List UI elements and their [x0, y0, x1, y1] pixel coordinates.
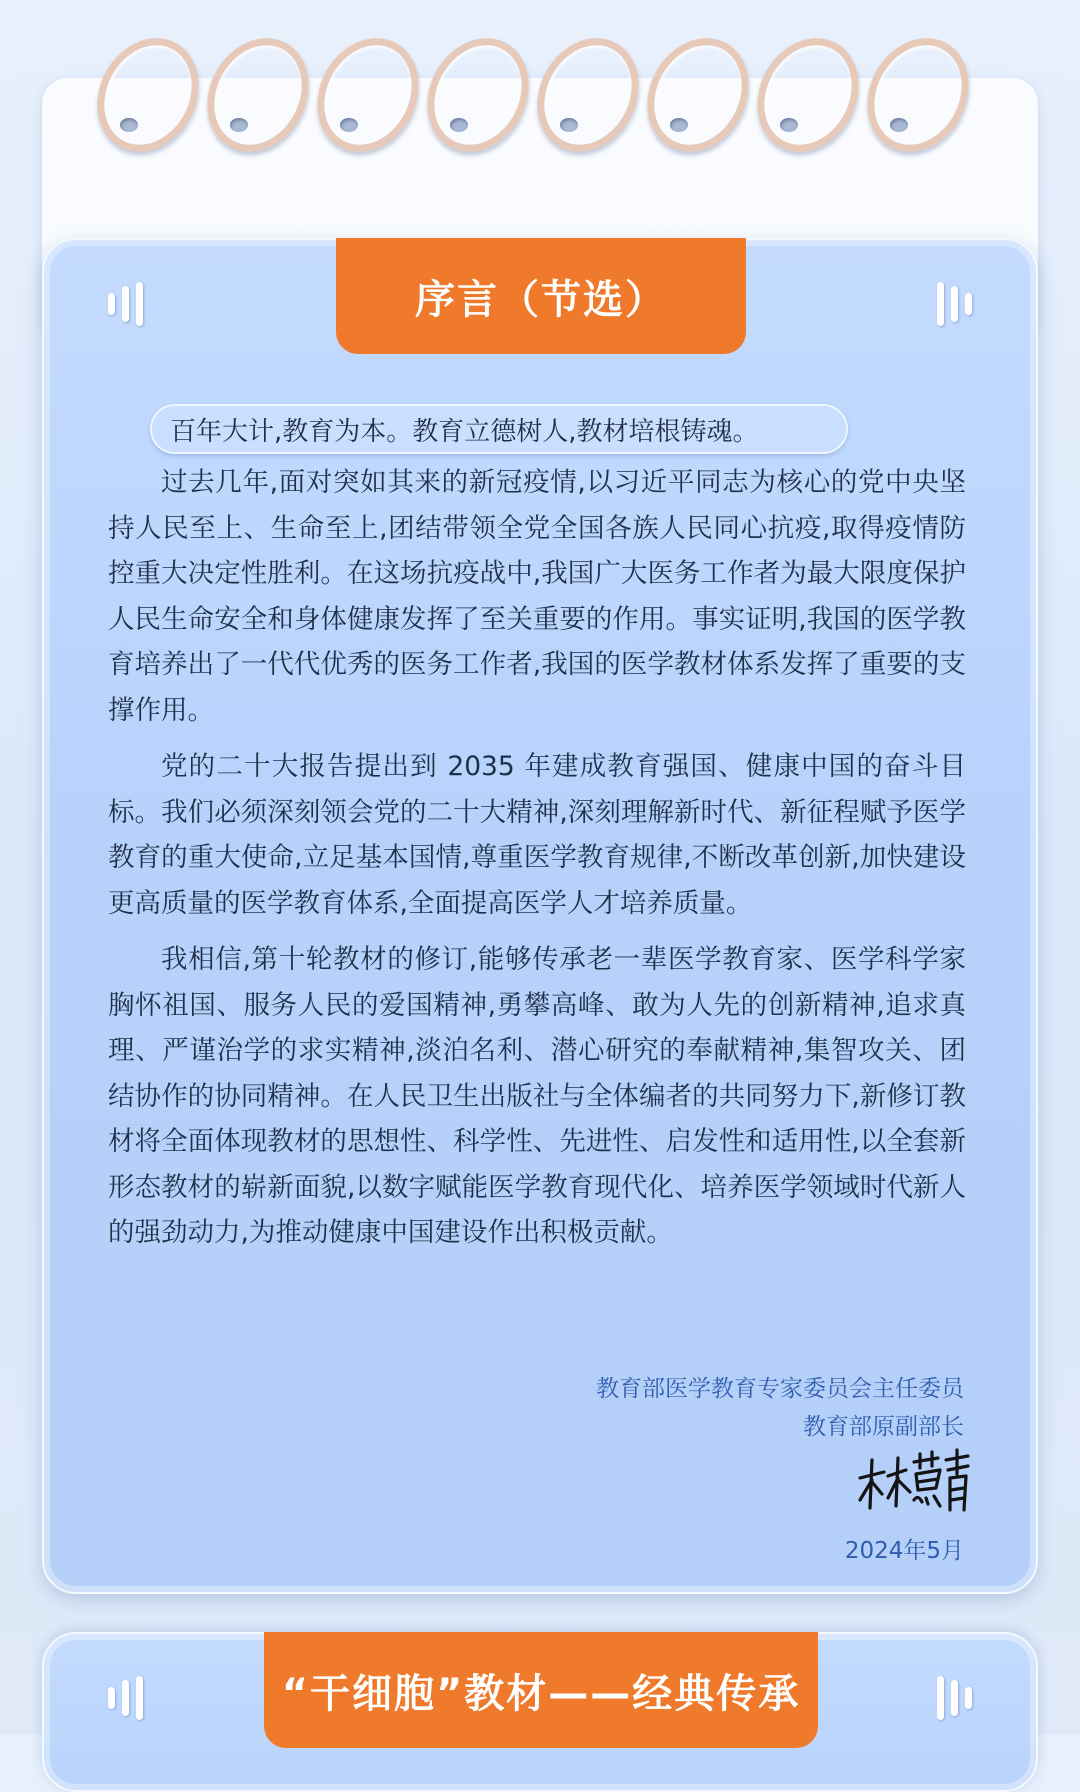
binding-ring	[738, 20, 878, 169]
binding-ring	[78, 20, 218, 169]
binding-ring	[628, 20, 768, 169]
signatory-title: 教育部原副部长	[803, 1414, 964, 1440]
decor-bar	[122, 1680, 129, 1716]
preface-paragraph: 党的二十大报告提出到 2035 年建成教育强国、健康中国的奋斗目标。我们必须深刻领会党的二十大精神,深刻理解新时代、新征程赋予医学教育的重大使命,立足基本国情,尊重医学教育规律,不断改革创新,加快建设更高质量的医学教育体系,全面提高医学人才培养质量。	[108, 751, 966, 919]
decor-bar	[136, 1676, 143, 1720]
decor-bar	[937, 282, 944, 326]
decor-bar	[108, 1687, 115, 1709]
binding-ring	[298, 20, 438, 169]
next-section-card	[42, 1632, 1038, 1792]
spiral-binding	[0, 0, 1080, 160]
signatory-title: 教育部医学教育专家委员会主任委员	[596, 1376, 964, 1402]
preface-paragraph: 过去几年,面对突如其来的新冠疫情,以习近平同志为核心的党中央坚持人民至上、生命至上,团结带领全党全国各族人民同心抗疫,取得疫情防控重大决定性胜利。在这场抗疫战中,我国广大医务工作者为最大限度保护人民生命安全和身体健康发挥了至关重要的作用。事实证明,我国的医学教育培养出了一代代优秀的医务工作者,我国的医学教材体系发挥了重要的支撑作用。	[108, 467, 966, 726]
preface-body	[108, 460, 966, 1267]
decor-bars-right	[937, 1676, 972, 1720]
decor-bar	[937, 1676, 944, 1720]
preface-paragraph: 我相信,第十轮教材的修订,能够传承老一辈医学教育家、医学科学家胸怀祖国、服务人民的爱国精神,勇攀高峰、敢为人先的创新精神,追求真理、严谨治学的求实精神,淡泊名利、潜心研究的奉献精神,集智攻关、团结协作的协同精神。在人民卫生出版社与全体编者的共同努力下,新修订教材将全面体现教材的思想性、科学性、先进性、启发性和适用性,以全套新形态教材的崭新面貌,以数字赋能医学教育现代化、培养医学领域时代新人的强劲动力,为推动健康中国建设作出积极贡献。	[108, 944, 966, 1248]
binding-ring	[188, 20, 328, 169]
decor-bars-left	[108, 282, 143, 326]
decor-bar	[965, 1687, 972, 1709]
binding-ring	[848, 20, 988, 169]
signatory-block	[596, 1370, 964, 1446]
decor-bar	[951, 286, 958, 322]
decor-bars-right	[937, 282, 972, 326]
next-section-title: “干细胞”教材——经典传承	[264, 1632, 818, 1748]
decor-bar	[122, 286, 129, 322]
decor-bar	[965, 293, 972, 315]
decor-bar	[108, 293, 115, 315]
decor-bar	[951, 1680, 958, 1716]
preface-title: 序言（节选）	[336, 238, 746, 354]
handwritten-signature	[854, 1448, 974, 1518]
signature-text: 林蕙青	[854, 1448, 857, 1449]
preface-card	[42, 238, 1038, 1594]
decor-bars-left	[108, 1676, 143, 1720]
preface-date: 2024年5月	[844, 1538, 964, 1564]
preface-lead-quote: 百年大计,教育为本。教育立德树人,教材培根铸魂。	[150, 404, 848, 454]
decor-bar	[136, 282, 143, 326]
binding-ring	[518, 20, 658, 169]
binding-ring	[408, 20, 548, 169]
